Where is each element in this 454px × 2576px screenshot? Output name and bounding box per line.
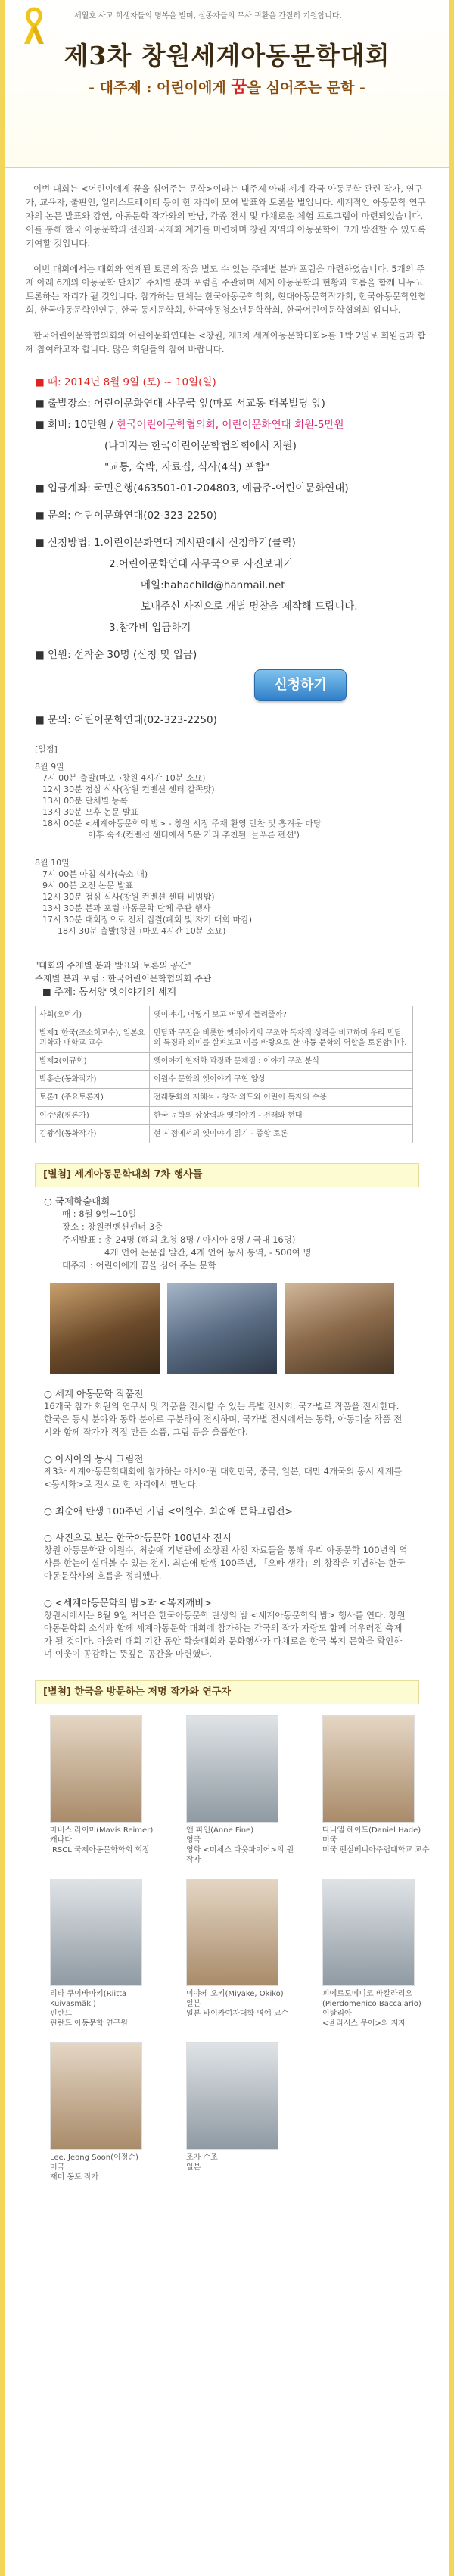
apply-method: ■ 신청방법: 1.어린이문화연대 게시판에서 신청하기(클릭) xyxy=(35,537,296,549)
person-name: 마비스 라이머(Mavis Reimer) xyxy=(50,1826,154,1835)
person-photo xyxy=(50,1879,142,1986)
person-country: 일본 xyxy=(186,2163,201,2172)
person-country: 핀란드 xyxy=(50,2010,72,2018)
schedule-item: 13시 30분 분과 포럼 아동문학 단체 주관 행사 xyxy=(42,903,211,913)
event-description: 창원시에서는 8월 9일 저녁은 한국아동문학 탄생의 밤 <세계아동문학의 밤> 행사를 연다. 창원아동문학회 소식과 함께 세계아동문학 대회에 참가하는 각국의 작가 자랑도 함께 어우러진 축제가 될 것이다. 아울러 대회 기간 동안 학술대회와 문화행사가 다채로운 한국 복지 문학을 확인하며 이웃이 공감하는 뜻깊은 공간을 마련했다. xyxy=(44,1610,406,1659)
table-row xyxy=(36,1024,413,1053)
table-cell-speaker: 사회(오덕기) xyxy=(36,1006,150,1024)
person-name: Lee, Jeong Soon(이정순) xyxy=(50,2153,138,2162)
event-list xyxy=(5,1374,449,1661)
person-role: IRSCL 국제아동문학학회 회장 xyxy=(50,1846,150,1854)
person-role: 일본 바이카여자대학 명예 교수 xyxy=(186,2010,289,2018)
person-card xyxy=(50,1715,163,1865)
forum-title: "대회의 주제별 분과 발표와 토론의 공간" xyxy=(35,960,191,971)
person-role: 영화 <미세스 다웃파이어>의 원작자 xyxy=(186,1846,294,1864)
events-banner: [별첨] 세계아동문학대회 7차 행사들 xyxy=(35,1163,419,1187)
table-row xyxy=(36,1053,413,1071)
schedule-day-1 xyxy=(35,761,419,840)
event-item xyxy=(5,1491,449,1517)
person-name: 조가 수조 xyxy=(186,2153,218,2162)
event-title: ○ 국제학술대회 xyxy=(44,1196,110,1207)
departure-place: ■ 출발장소: 어린이문화연대 사무국 앞(마포 서교동 태복빌딩 앞) xyxy=(35,398,325,410)
table-row xyxy=(36,1006,413,1024)
intro-paragraph: 이번 대회에서는 대회와 연계된 토론의 장을 별도 수 있는 주제별 분과 포럼을 마련하였습니다. 5개의 주제 아래 6개의 아동문학 단체가 주체별 분과 포럼을 주관하며 세계 아동문학의 현황과 흐름을 함께 나누고 토론하는 자리가 될 것입니다. 참가하는 단체는 한국아동문학학회, 현대아동문학작가회, 한국아동문학인협회, 한국아동문학인연구, 한국 동시문학회, 한국아동청소년문학학회, 한국어린이문학협의회 입니다. xyxy=(26,264,427,315)
person-photo xyxy=(322,1715,415,1823)
event-first xyxy=(5,1187,449,1272)
table-cell-speaker: 김왕식(동화작가) xyxy=(36,1125,150,1143)
apply-mail-note: 보내주신 사진으로 개별 명찰을 제작해 드립니다. xyxy=(141,600,358,613)
fee-note: (나머지는 한국어린이문학협의회에서 지원) xyxy=(104,440,297,452)
schedule-item: 12시 30분 점심 식사(창원 컨벤션 센터 같쪽맛) xyxy=(42,784,215,794)
intro-paragraph: 한국어린이문학협의회와 어린이문화연대는 <창원, 제3차 세계아동문학대회>를 1박 2일로 회원들과 함께 참여하고자 합니다. 많은 회원들의 참여 바랍니다. xyxy=(26,330,426,354)
schedule-item: 13시 30분 오후 논문 발표 xyxy=(42,807,138,817)
person-photo xyxy=(186,1879,278,1986)
table-cell-topic: 이원수 문학의 옛이야기 구현 양상 xyxy=(150,1071,413,1089)
day-label: 8월 9일 xyxy=(35,762,64,772)
person-name: 미야케 오키(Miyake, Okiko) xyxy=(186,1990,284,1998)
subtitle-suffix: 을 심어주는 문학 - xyxy=(247,80,365,96)
event-line: 주제발표 : 총 24명 (해외 초청 8명 / 아시아 8명 / 국내 16명) xyxy=(62,1234,296,1245)
event-line: 4개 언어 논문집 발간, 4개 언어 동시 통역, - 500여 명 xyxy=(104,1247,312,1258)
person-name: 다니엘 헤이드(Daniel Hade) xyxy=(322,1826,421,1835)
intro-section xyxy=(5,168,449,356)
subtitle xyxy=(5,74,449,98)
person-country: 캐나다 xyxy=(50,1836,72,1845)
person-name: 리타 쿠이바마키(Riitta Kuivasmäki) xyxy=(50,1990,127,2008)
person-card xyxy=(186,1879,300,2029)
fee: ■ 회비: 10만원 / 한국어린이문학협의회, 어린이문화연대 회원-5만원 xyxy=(35,419,344,431)
event-line: 대주제 : 어린이에게 꿈을 심어 주는 문학 xyxy=(62,1260,216,1271)
schedule-item: 12시 30분 점심 식사(창원 컨벤션 센터 비빔밥) xyxy=(42,892,215,902)
fee-items: "교통, 숙박, 자료집, 식사(4식) 포함" xyxy=(104,461,270,473)
person-card xyxy=(50,1879,163,2029)
contact: ■ 문의: 어린이문화연대(02-323-2250) xyxy=(35,510,217,522)
person-photo xyxy=(50,2042,142,2150)
account: ■ 입금계좌: 국민은행(463501-01-204803, 예금주-어린이문화연대) xyxy=(35,482,349,494)
event-item xyxy=(5,1583,449,1661)
table-cell-topic: 전래동화의 재해석 - 창작 의도와 어린이 독자의 수용 xyxy=(150,1089,413,1107)
schedule-day-2 xyxy=(35,857,419,937)
conference-photo xyxy=(285,1283,394,1374)
event-line: 때 : 8월 9일~10일 xyxy=(62,1208,137,1219)
apply-step-3: 3.참가비 입금하기 xyxy=(109,622,191,634)
people-grid xyxy=(5,1704,449,2182)
person-country: 미국 xyxy=(322,1836,337,1845)
table-cell-speaker: 박홍순(동화작가) xyxy=(36,1071,150,1089)
schedule-item: 7시 00분 아침 식사(숙소 내) xyxy=(42,869,148,879)
event-title: ○ 세계 아동문학 작품전 xyxy=(44,1388,144,1399)
intro-paragraph: 이번 대회는 <어린이에게 꿈을 심어주는 문학>이라는 대주제 아래 세계 각국 아동문학 관련 작가, 연구가, 교육자, 출판인, 일러스트레이터 등이 한 자리에 모여 발표와 토론을 벌입니다. 세계적인 아동문학 연구자의 논문 발표와 강연, 아동문학 작가와의 만남, 각종 전시 및 다채로운 체험 프로그램이 마련되었습니다. 이를 통해 한국 아동문학의 선진화·국제화 계기를 마련하며 창원 지역의 아동문학이 크게 발전할 수 있도록 기여할 것입니다. xyxy=(26,183,426,248)
schedule-item: 이후 숙소(컨벤션 센터에서 5분 거리 추천된 '늘푸른 펜션') xyxy=(88,830,300,840)
event-description: 제3차 세계아동문학대회에 참가하는 아시아권 대한민국, 중국, 일본, 대만 4개국의 동시 세계를 <동시화>로 전시로 한 자리에서 만난다. xyxy=(44,1466,403,1489)
table-cell-speaker: 토론1 (주요토론자) xyxy=(36,1089,150,1107)
apply-mail[interactable]: 메일:hahachild@hanmail.net xyxy=(141,579,285,591)
schedule-item: 17시 30분 대회장으로 전체 집결(폐회 및 자기 대회 마감) xyxy=(42,915,253,925)
table-cell-topic: 민담과 구전을 비롯한 옛이야기의 구조와 독자적 성격을 비교하며 우리 민담의 특징과 의미를 살펴보고 이를 바탕으로 한 아동 문학의 역할을 토론합니다. xyxy=(150,1024,413,1053)
schedule-item: 18시 30분 출발(창원→마포 4시간 10분 소요) xyxy=(58,926,226,936)
fee-highlight: 한국어린이문학협의회, 어린이문화연대 회원-5만원 xyxy=(117,419,344,431)
info-section xyxy=(5,368,449,728)
person-card xyxy=(322,1715,436,1865)
event-photos xyxy=(5,1272,449,1374)
table-row xyxy=(36,1071,413,1089)
apply-step-2: 2.어린이문화연대 사무국으로 사진보내기 xyxy=(109,558,294,570)
event-item xyxy=(5,1517,449,1583)
person-role: <율리시스 무어>의 저자 xyxy=(322,2019,406,2028)
memorial-note: 세월호 사고 희생자들의 명복을 빌며, 실종자들의 무사 귀환을 간절히 기원합니다. xyxy=(74,12,342,20)
person-country: 미국 xyxy=(50,2163,65,2172)
table-row xyxy=(36,1107,413,1125)
page-title: 제3차 창원세계아동문학대회 xyxy=(64,41,390,70)
person-photo xyxy=(50,1715,142,1823)
person-name: 앤 파인(Anne Fine) xyxy=(186,1826,254,1835)
capacity: ■ 인원: 선착순 30명 (신청 및 입금) xyxy=(35,649,197,661)
schedule-item: 9시 00분 오전 논문 발표 xyxy=(42,881,133,890)
forum-theme: ■ 주제: 동서양 옛이야기의 세계 xyxy=(42,986,176,997)
header xyxy=(5,0,449,168)
conference-photo xyxy=(167,1283,277,1374)
event-title: ○ 사진으로 보는 한국아동문학 100년사 전시 xyxy=(44,1532,232,1543)
person-role: 미국 펜실베니아주립대학교 교수 xyxy=(322,1846,430,1854)
person-photo xyxy=(322,1879,415,1986)
person-card xyxy=(50,2042,163,2182)
schedule-item: 7시 00분 출발(마포→창원 4시간 10분 소요) xyxy=(42,773,206,783)
table-cell-topic: 현 시점에서의 옛이야기 읽기 - 종합 토론 xyxy=(150,1125,413,1143)
person-country: 영국 xyxy=(186,1836,201,1845)
event-line: 장소 : 창원컨벤션센터 3층 xyxy=(62,1221,163,1232)
table-cell-speaker: 발제2(이규희) xyxy=(36,1053,150,1071)
apply-button[interactable]: 신청하기 xyxy=(254,669,347,701)
event-title: ○ 최순애 탄생 100주년 기념 <이원수, 최순애 문학그림전> xyxy=(44,1505,294,1517)
event-item xyxy=(5,1374,449,1439)
person-card xyxy=(186,2042,300,2182)
event-description: 창원 아동문학관 이원수, 최순애 기념관에 소장된 사진 자료들을 통해 우리 아동문학 100년의 역사를 한눈에 살펴볼 수 있는 전시. 최순애 탄생 100주년, 「오빠 생각」의 창작을 기념하는 한국 아동문학사의 흐름을 정리했다. xyxy=(44,1545,408,1581)
people-banner: [별첨] 한국을 방문하는 저명 작가와 연구자 xyxy=(35,1680,419,1704)
schedule-section xyxy=(5,733,449,937)
person-photo xyxy=(186,2042,278,2150)
contact-2: ■ 문의: 어린이문화연대(02-323-2250) xyxy=(35,714,217,726)
event-item xyxy=(5,1439,449,1491)
table-cell-topic: 옛이야기, 어떻게 보고 어떻게 들려줄까? xyxy=(150,1006,413,1024)
forum-section xyxy=(5,937,449,998)
table-row xyxy=(36,1089,413,1107)
forum-host: 주제별 분과 포럼 : 한국어린이문학협의회 주관 xyxy=(35,973,212,984)
table-cell-topic: 한국 문학의 상상력과 옛이야기 - 전래와 현대 xyxy=(150,1107,413,1125)
table-cell-topic: 옛이야기 현재화 과정과 문제점 : 이야기 구조 분석 xyxy=(150,1053,413,1071)
subtitle-prefix: - 대주제 : 어린이에게 xyxy=(89,80,232,96)
person-card xyxy=(322,1879,436,2029)
event-description: 16개국 참가 회원의 연구서 및 작품을 전시할 수 있는 특별 전시회. 국가별로 작품을 전시한다. 한국은 동시 분야와 동화 분야로 구분하여 전시하며, 국가별 전시에서는 동화, 아동미술 작품 전시와 함께 작가가 직접 만든 소품, 그림 등을 출품한다. xyxy=(44,1401,403,1437)
person-country: 일본 xyxy=(186,2000,201,2008)
forum-program-table xyxy=(35,1006,413,1143)
person-name: 피에르도메니코 바칼라리오(Pierdomenico Baccalario) xyxy=(322,1990,421,2008)
table-row xyxy=(36,1125,413,1143)
schedule-heading: [일정] xyxy=(35,744,58,754)
person-photo xyxy=(186,1715,278,1823)
table-cell-speaker: 발제1 한국(조소희교수), 일본요괴학과 대학교 교수 xyxy=(36,1024,150,1053)
schedule-item: 13시 00분 단체별 등록 xyxy=(42,796,128,806)
event-date: ■ 때: 2014년 8월 9일 (토) ~ 10일(일) xyxy=(35,376,216,388)
person-role: 재미 동포 작가 xyxy=(50,2173,99,2181)
person-card xyxy=(186,1715,300,1865)
table-cell-speaker: 이주영(평론가) xyxy=(36,1107,150,1125)
schedule-item: 18시 00분 <세계아동문학의 밤> - 창원 시장 주재 환영 만찬 및 흥겨운 마당 xyxy=(42,819,322,828)
event-title: ○ 아시아의 동시 그림전 xyxy=(44,1453,144,1464)
subtitle-emphasis: 꿈 xyxy=(231,77,247,97)
conference-photo xyxy=(50,1283,160,1374)
person-country: 이탈리아 xyxy=(322,2010,352,2018)
day-label: 8월 10일 xyxy=(35,858,70,868)
person-role: 핀란드 아동문학 연구원 xyxy=(50,2019,128,2028)
event-title: ○ <세계아동문학의 밤>과 <복지깨비> xyxy=(44,1597,212,1608)
